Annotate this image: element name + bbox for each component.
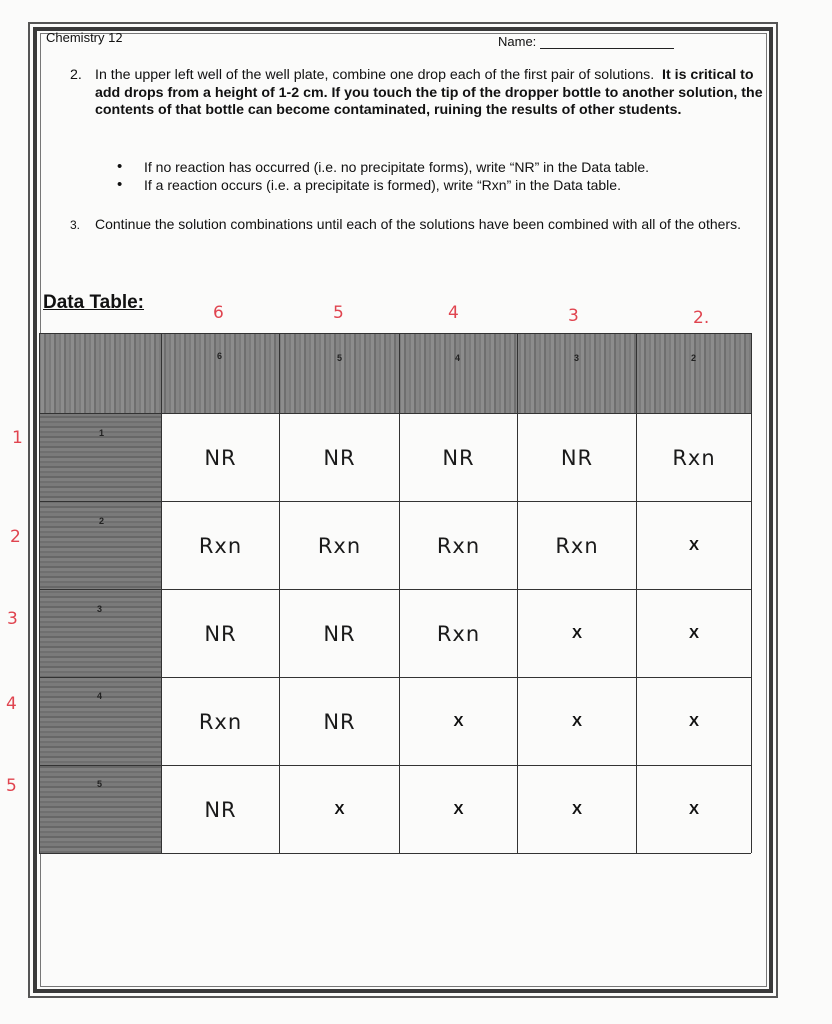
printed-row-number: 5 xyxy=(97,779,103,789)
table-cell: Rxn xyxy=(317,533,362,558)
printed-row-number: 1 xyxy=(99,428,105,438)
hand-row-label: 2 xyxy=(10,527,21,547)
hand-col-label: 6 xyxy=(213,303,224,323)
table-cell: X xyxy=(453,801,464,818)
printed-col-number: 2 xyxy=(691,353,697,363)
table-cell: NR xyxy=(204,445,237,470)
printed-row-number: 2 xyxy=(99,516,105,526)
hand-col-label: 2. xyxy=(693,308,710,328)
table-cell: X xyxy=(571,713,582,730)
hand-row-label: 3 xyxy=(7,609,18,629)
printed-col-number: 6 xyxy=(217,351,223,361)
course-handwritten: 2 xyxy=(115,31,123,45)
table-cell: NR xyxy=(323,445,356,470)
printed-col-number: 3 xyxy=(574,353,580,363)
table-cell: NR xyxy=(204,797,237,822)
printed-row-number: 4 xyxy=(97,691,103,701)
table-cell: X xyxy=(453,713,464,730)
table-cell: X xyxy=(571,625,582,642)
data-table-title: Data Table: xyxy=(43,292,145,313)
table-cell: X xyxy=(571,801,582,818)
table-cell: Rxn xyxy=(198,709,243,734)
table-cell: X xyxy=(688,713,699,730)
table-cell: Rxn xyxy=(198,533,243,558)
hand-col-label: 5 xyxy=(333,303,344,323)
hand-row-label: 1 xyxy=(12,428,23,448)
table-header-row xyxy=(39,333,751,413)
hand-row-label: 4 xyxy=(6,694,17,714)
hand-col-label: 3 xyxy=(568,306,579,326)
table-cell: X xyxy=(688,537,699,554)
data-table xyxy=(39,333,751,853)
table-cell: NR xyxy=(323,709,356,734)
bullet-item: • If a reaction occurs (i.e. a precipitate is formed), write “Rxn” in the Data table. xyxy=(117,176,621,193)
table-cell: NR xyxy=(560,445,594,470)
printed-row-number: 3 xyxy=(97,604,103,614)
hand-col-label: 4 xyxy=(448,303,459,323)
table-grid-line xyxy=(751,333,752,853)
table-grid-line xyxy=(39,853,751,854)
course-title: Chemistry 12 xyxy=(46,30,123,45)
table-grid-line xyxy=(39,333,40,853)
table-cell: NR xyxy=(204,621,237,646)
table-cell: Rxn xyxy=(436,621,481,646)
printed-col-number: 4 xyxy=(455,353,461,363)
step2-text: In the upper left well of the well plate, combine one drop each of the first pair of solutions. xyxy=(95,67,655,83)
name-line xyxy=(540,48,674,49)
instruction-bullets xyxy=(117,159,757,195)
table-grid-line xyxy=(39,333,751,334)
table-cell: Rxn xyxy=(672,445,716,470)
table-cell: NR xyxy=(323,621,356,646)
bullet-item: • If no reaction has occurred (i.e. no precipitate forms), write “NR” in the Data table. xyxy=(117,158,649,175)
name-label: Name: xyxy=(498,34,537,49)
table-cell: NR xyxy=(442,445,475,470)
table-cell: Rxn xyxy=(555,533,599,558)
table-cell: X xyxy=(688,625,699,642)
table-cell: Rxn xyxy=(436,533,481,558)
step2-warning: It is critical to add drops from a height of 1-2 cm. If you touch the tip of the dropper bottle to another solution, the contents of that bottle can become contaminated, ruining the results of other students. xyxy=(95,67,763,118)
table-cell: X xyxy=(688,801,699,818)
printed-col-number: 5 xyxy=(337,353,343,363)
hand-row-label: 5 xyxy=(6,776,17,796)
table-cell: X xyxy=(334,801,345,818)
